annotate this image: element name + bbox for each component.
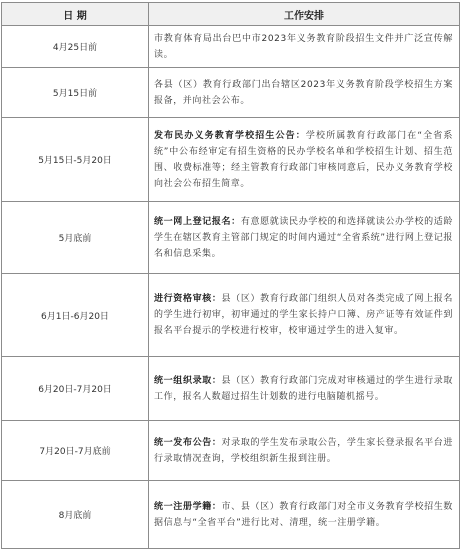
date-cell: 8月底前 — [2, 481, 149, 549]
task-column-header: 工作安排 — [149, 3, 460, 26]
task-text: 市教育体育局出台巴中市2023年义务教育阶段招生文件并广泛宣传解读。 — [154, 33, 453, 60]
date-cell: 5月底前 — [2, 202, 149, 274]
task-title: 发布民办义务教育学校招生公告： — [154, 130, 306, 141]
date-column-header: 日 期 — [2, 3, 149, 26]
task-text: 县（区）教育行政部门完成对审核通过的学生进行录取工作，报名人数超过招生计划数的进行电脑随机摇号。 — [154, 375, 453, 402]
task-cell — [149, 357, 460, 421]
table-header — [2, 3, 460, 26]
task-text: 市、县（区）教育行政部门对全市义务教育学校招生数据信息与“全省平台”进行比对、清理，统一注册学籍。 — [154, 501, 453, 528]
table-row — [2, 202, 460, 274]
task-cell — [149, 118, 460, 202]
date-cell: 5月15日前 — [2, 68, 149, 118]
table-row — [2, 274, 460, 357]
task-title: 统一网上登记报名： — [154, 216, 241, 227]
task-text: 学校所属教育行政部门在“全省系统”中公布经审定有招生资格的民办学校名单和学校招生计划、招生范围、收费标准等；经主管教育行政部门审核同意后，民办义务教育学校向社会公布招生简章。 — [154, 130, 453, 189]
task-cell — [149, 26, 460, 68]
task-cell — [149, 202, 460, 274]
task-title: 统一注册学籍： — [154, 501, 222, 512]
task-cell — [149, 481, 460, 549]
task-text: 县（区）教育行政部门组织人员对各类完成了网上报名的学生进行初审，初审通过的学生家长持户口簿、房产证等有效证件到报名平台提示的学校进行校审，校审通过学生的进入复审。 — [154, 294, 453, 336]
date-cell: 5月15日-5月20日 — [2, 118, 149, 202]
task-title: 统一发布公告： — [154, 437, 222, 448]
task-text: 有意愿就读民办学校的和选择就读公办学校的适龄学生在辖区教育主管部门规定的时间内通过“全省系统”进行网上登记报名和信息采集。 — [154, 216, 454, 259]
enrollment-schedule-table — [1, 2, 460, 549]
date-cell: 6月20日-7月20日 — [2, 357, 149, 421]
table-row — [2, 118, 460, 202]
date-cell: 7月20日-7月底前 — [2, 421, 149, 481]
table-row — [2, 68, 460, 118]
task-cell — [149, 274, 460, 357]
table-row — [2, 357, 460, 421]
task-text: 各县（区）教育行政部门出台辖区2023年义务教育阶段学校招生方案报备，并向社会公布。 — [154, 79, 453, 106]
task-text: 对录取的学生发布录取公告，学生家长登录报名平台进行录取情况查询，学校组织新生报到注册。 — [154, 437, 453, 464]
table-row — [2, 26, 460, 68]
task-cell — [149, 68, 460, 118]
date-cell: 4月25日前 — [2, 26, 149, 68]
task-cell — [149, 421, 460, 481]
table-row — [2, 421, 460, 481]
table-header-row — [2, 3, 460, 26]
table-body — [2, 26, 460, 549]
table-row — [2, 481, 460, 549]
task-title: 进行资格审核： — [154, 294, 222, 304]
task-title: 统一组织录取： — [154, 375, 222, 386]
date-cell: 6月1日-6月20日 — [2, 274, 149, 357]
